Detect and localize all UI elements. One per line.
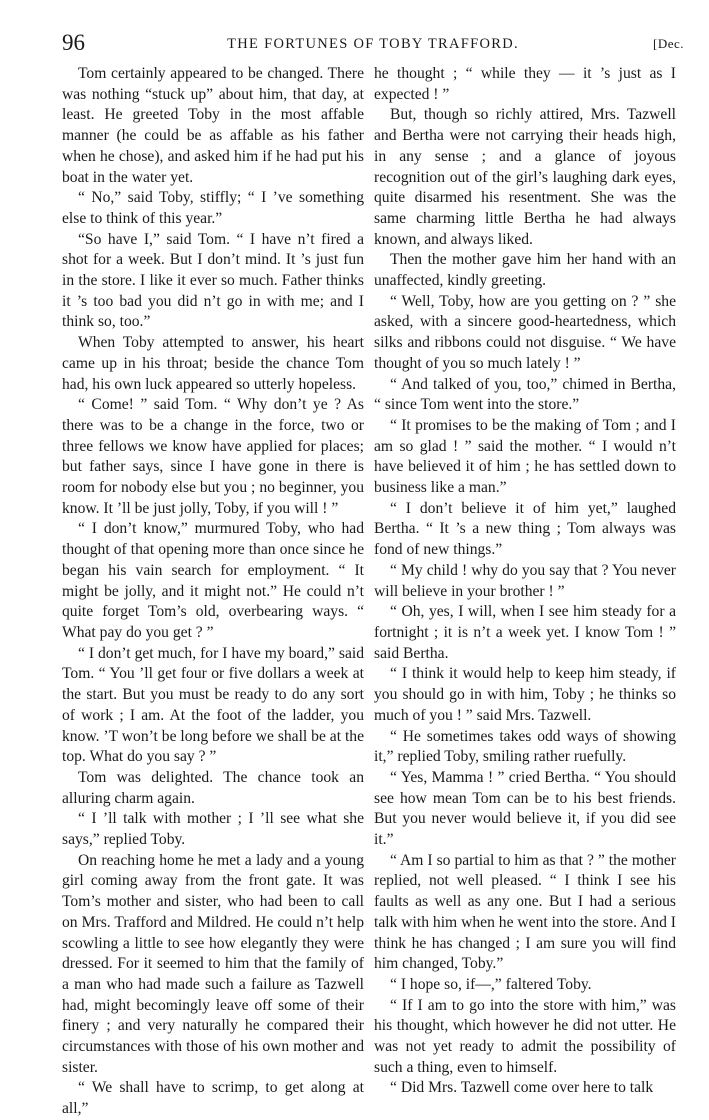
paragraph: But, though so richly attired, Mrs. Tazwell and Bertha were not carrying their heads high, in any sense ; and a glance of joyous recognition out of the girl’s laughing dark eyes, quite disarmed his resentment. She was the same charming little Bertha he had always known, and always liked. bbox=[374, 106, 676, 248]
issue-month: [Dec. bbox=[652, 36, 684, 51]
paragraph: “ I don’t get much, for I have my board,” said Tom. “ You ’ll get four or five dollars a week at the start. But you must be ready to do any sort of work ; I am. At the foot of the ladder, you know. ’T won’t be long before we shall be at the top. What do you say ? ” bbox=[62, 644, 364, 766]
paragraph: Tom was delighted. The chance took an alluring charm again. bbox=[62, 768, 364, 807]
paragraph: “ I don’t believe it of him yet,” laughed Bertha. “ It ’s a new thing ; Tom always was fond of new things.” bbox=[374, 499, 676, 559]
paragraph: “ We shall have to scrimp, to get along at all,” bbox=[62, 1079, 364, 1118]
paragraph: “ If I am to go into the store with him,” was his thought, which however he did not utter. He was not yet ready to admit the possibility of such a thing, even to himself. bbox=[374, 996, 676, 1076]
paragraph: “ I ’ll talk with mother ; I ’ll see what she says,” replied Toby. bbox=[62, 810, 364, 849]
paragraph: “ Am I so partial to him as that ? ” the mother replied, not well pleased. “ I think I see his faults as well as any one. But I had a serious talk with him when he went into the store. And I think he has changed ; I am sure you will find him changed, Toby.” bbox=[374, 851, 676, 973]
right-column bbox=[374, 64, 676, 1097]
page-header bbox=[62, 30, 684, 56]
paragraph: “ And talked of you, too,” chimed in Bertha, “ since Tom went into the store.” bbox=[374, 375, 676, 414]
paragraph: “ He sometimes takes odd ways of showing it,” replied Toby, smiling rather ruefully. bbox=[374, 727, 676, 766]
paragraph: “ It promises to be the making of Tom ; and I am so glad ! ” said the mother. “ I would n’t have believed it of him ; he has settled down to business like a man.” bbox=[374, 416, 676, 497]
paragraph: “ Yes, Mamma ! ” cried Bertha. “ You should see how mean Tom can be to his best friends. But you never would believe it, if you did see it.” bbox=[374, 768, 676, 849]
left-column bbox=[62, 64, 364, 1118]
page-number: 96 bbox=[62, 30, 85, 55]
paragraph: “ No,” said Toby, stiffly; “ I ’ve something else to think of this year.” bbox=[62, 189, 364, 227]
paragraph: he thought ; “ while they — it ’s just as I expected ! ” bbox=[374, 65, 676, 103]
paragraph: “ Come! ” said Tom. “ Why don’t ye ? As there was to be a change in the force, two or three fellows we know have applied for places; but father says, since I have gone in there is room for nobody else but you ; no beginner, you know. It ’ll be just jolly, Toby, if you will ! ” bbox=[62, 396, 364, 517]
paragraph: “ Oh, yes, I will, when I see him steady for a fortnight ; it is n’t a week yet. I know Tom ! ” said Bertha. bbox=[374, 603, 676, 662]
paragraph: “ My child ! why do you say that ? You never will believe in your brother ! ” bbox=[374, 561, 676, 600]
paragraph: Then the mother gave him her hand with an unaffected, kindly greeting. bbox=[374, 251, 676, 290]
paragraph: “ I don’t know,” murmured Toby, who had thought of that opening more than once since he began his vain search for employment. “ It might be jolly, and it might not.” He could n’t quite forget Tom’s old, overbearing ways. “ What pay do you get ? ” bbox=[62, 520, 364, 641]
paragraph: “ Well, Toby, how are you getting on ? ” she asked, with a sincere good-heartedness, which silks and ribbons could not disguise. “ We have thought of you so much lately ! ” bbox=[374, 292, 676, 372]
running-title: THE FORTUNES OF TOBY TRAFFORD. bbox=[227, 36, 519, 52]
paragraph: “ Did Mrs. Tazwell come over here to talk bbox=[390, 1079, 654, 1097]
paragraph: “ I hope so, if—,” faltered Toby. bbox=[390, 975, 592, 993]
paragraph: “So have I,” said Tom. “ I have n’t fired a shot for a week. But I don’t mind. It ’s just fun in the store. I like it ever so much. Father thinks it ’s too bad you did n’t go in with me; and I think so, too.” bbox=[62, 230, 364, 331]
paragraph: “ I think it would help to keep him steady, if you should go in with him, Toby ; he thinks so much of you ! ” said Mrs. Tazwell. bbox=[374, 665, 676, 724]
paragraph: Tom certainly appeared to be changed. There was nothing “stuck up” about him, that day, at least. He greeted Toby in the most affable manner (he could be as affable as his father when he chose), and asked him if he had put his boat in the water yet. bbox=[62, 65, 364, 186]
paragraph: When Toby attempted to answer, his heart came up in his throat; beside the chance Tom had, his own luck appeared so utterly hopeless. bbox=[62, 334, 364, 393]
paragraph: On reaching home he met a lady and a young girl coming away from the front gate. It was Tom’s mother and sister, who had been to call on Mrs. Trafford and Mildred. He could n’t help scowling a little to see how elegantly they were dressed. For it seemed to him that the family of a man who had made such a failure as Tazwell had, might becomingly leave off some of their finery ; and very naturally he compared their circumstances with those of his own mother and sister. bbox=[62, 851, 364, 1076]
